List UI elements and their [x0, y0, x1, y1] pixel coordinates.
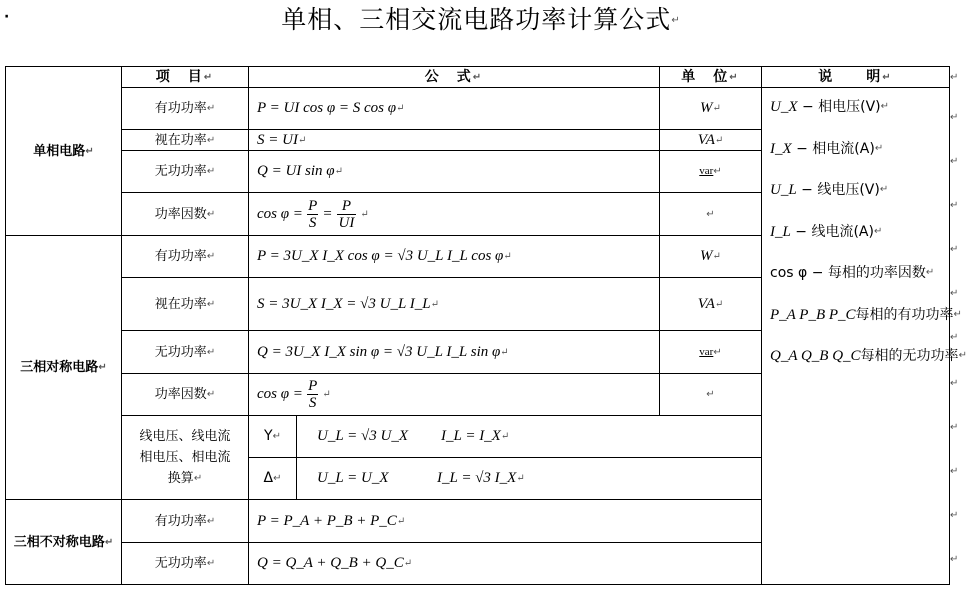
- return-mark: ↵: [203, 71, 215, 83]
- return-mark: ↵: [958, 350, 967, 361]
- return-mark: ↵: [950, 244, 959, 255]
- group-three-sym-text: 三相对称电路: [20, 360, 99, 375]
- unit-cell: [660, 151, 761, 192]
- note-symbol: P_A P_B P_C: [770, 307, 856, 323]
- row-label: [122, 543, 248, 584]
- formula-text: cos φ =: [257, 205, 303, 222]
- formula-text: S = UI: [257, 131, 298, 148]
- row-label: [122, 130, 248, 150]
- formula-cell: [249, 374, 659, 415]
- return-mark: ↵: [297, 134, 307, 146]
- row-label-text: 功率因数: [154, 206, 207, 222]
- unit-cell: [660, 278, 761, 330]
- return-mark: ↵: [713, 166, 722, 177]
- row-label: [122, 88, 248, 129]
- group-three-asym-text: 三相不对称电路: [13, 534, 105, 550]
- page-title-text: 单相、三相交流电路功率计算公式: [281, 5, 672, 34]
- formula-text: Q = 3U_X I_X sin φ = √3 U_L I_L sin φ: [257, 343, 501, 360]
- row-label-text: 无功功率: [154, 164, 207, 179]
- formula-cell: [249, 543, 759, 584]
- table-right-border: [949, 66, 950, 585]
- return-mark: ↵: [430, 298, 440, 310]
- row-label: [122, 331, 248, 373]
- row-label: [122, 236, 248, 277]
- note-text: − 线电流(A): [790, 224, 874, 240]
- note-text: 每相的有功功率: [855, 307, 954, 323]
- return-mark: ↵: [273, 473, 282, 484]
- return-mark: ↵: [950, 72, 959, 83]
- return-mark: ↵: [516, 473, 525, 484]
- return-mark: ↵: [714, 298, 724, 310]
- formula-text: I_L = I_X: [441, 428, 501, 444]
- formula-text: P = 3U_X I_X cos φ = √3 U_L I_L cos φ: [257, 248, 504, 264]
- header-unit-text: 单 位: [681, 68, 730, 85]
- return-mark: ↵: [272, 431, 281, 442]
- note-item: [770, 139, 883, 159]
- fraction-numerator: P: [308, 378, 318, 394]
- return-mark: ↵: [206, 515, 216, 527]
- return-mark: ↵: [206, 346, 216, 358]
- formula-text: cos φ =: [257, 386, 303, 402]
- group-three-phase-symmetric: [6, 236, 121, 499]
- return-mark: ↵: [950, 554, 959, 565]
- unit-text: var: [699, 165, 714, 177]
- formula-cell: [297, 416, 767, 457]
- fraction-numerator: P: [308, 197, 318, 214]
- formula-text: P = P_A + P_B + P_C: [257, 512, 397, 529]
- return-mark: ↵: [729, 71, 740, 83]
- header-note-text: 说 明: [818, 68, 883, 85]
- return-mark: ↵: [712, 251, 721, 262]
- fraction-denominator: S: [308, 214, 317, 231]
- unit-cell: [660, 236, 761, 277]
- return-mark: ↵: [334, 166, 343, 177]
- unit-cell: [660, 88, 761, 129]
- formula-text: S = 3U_X I_X = √3 U_L I_L: [257, 295, 431, 312]
- row-label: [122, 193, 248, 235]
- return-mark: ↵: [950, 200, 959, 211]
- header-item-text: 项 目: [155, 68, 204, 85]
- note-symbol: Q_A Q_B Q_C: [770, 348, 861, 364]
- return-mark: ↵: [671, 15, 681, 26]
- return-mark: ↵: [206, 251, 216, 262]
- return-mark: ↵: [873, 226, 883, 237]
- formula-text: I_L = √3 I_X: [437, 470, 517, 486]
- formula-cell: [249, 278, 659, 330]
- group-single-text: 单相电路: [33, 143, 86, 159]
- return-mark: ↵: [206, 166, 216, 177]
- fraction-denominator: S: [308, 395, 317, 411]
- return-mark: ↵: [712, 103, 721, 114]
- conversion-label-line: [168, 468, 202, 489]
- return-mark: ↵: [880, 101, 890, 112]
- return-mark: ↵: [950, 378, 959, 389]
- row-label: [122, 151, 248, 192]
- unit-cell: [660, 331, 761, 373]
- group-three-phase-asymmetric: [6, 500, 121, 584]
- return-mark: ↵: [396, 515, 406, 527]
- note-item: [770, 263, 934, 283]
- return-mark: ↵: [706, 389, 715, 400]
- fraction-numerator: P: [341, 197, 352, 214]
- formula-cell: [297, 458, 767, 499]
- return-mark: ↵: [950, 332, 959, 343]
- note-symbol: U_L: [770, 182, 797, 198]
- return-mark: ↵: [950, 156, 959, 167]
- col-line: [761, 66, 762, 585]
- unit-text: var: [699, 345, 714, 358]
- formula-cell: [249, 331, 659, 373]
- return-mark: ↵: [206, 103, 216, 114]
- header-note: [762, 67, 949, 87]
- symbol-text: Y: [264, 428, 273, 444]
- bullet-dot: ·: [4, 9, 10, 25]
- return-mark: ↵: [322, 389, 331, 400]
- return-mark: ↵: [503, 251, 512, 262]
- delta-connection-symbol: [249, 458, 296, 499]
- header-unit: [660, 67, 761, 87]
- return-mark: ↵: [950, 466, 959, 477]
- formula-cell: [249, 88, 659, 129]
- formula-text: U_L = U_X: [317, 470, 389, 486]
- return-mark: ↵: [472, 71, 484, 83]
- return-mark: ↵: [206, 134, 216, 146]
- formula-text: P = UI cos φ = S cos φ: [257, 100, 397, 116]
- formula-cell: [249, 500, 759, 542]
- star-connection-symbol: [249, 416, 296, 457]
- return-mark: ↵: [104, 536, 114, 548]
- note-item: [770, 180, 888, 200]
- return-mark: ↵: [206, 298, 216, 310]
- return-mark: ↵: [85, 145, 94, 157]
- note-text: − 相电流(A): [791, 141, 875, 157]
- header-formula: [249, 67, 659, 87]
- return-mark: ↵: [396, 103, 405, 114]
- note-symbol: cos φ: [770, 265, 808, 281]
- unit-cell: [660, 193, 761, 235]
- return-mark: ↵: [500, 431, 510, 442]
- equals-sign: =: [322, 205, 333, 222]
- row-label-text: 无功功率: [154, 556, 207, 571]
- formula-cell: [249, 193, 659, 235]
- formula-text: U_L = √3 U_X: [317, 428, 409, 444]
- header-formula-text: 公 式: [424, 68, 473, 85]
- unit-cell: [660, 130, 761, 150]
- return-mark: ↵: [950, 288, 959, 299]
- row-label-text: 有功功率: [154, 249, 207, 264]
- note-symbol: I_X: [770, 141, 792, 157]
- conversion-label-text: 换算: [167, 471, 194, 486]
- unit-text: W: [700, 248, 713, 264]
- note-item: [770, 346, 967, 366]
- note-item: [770, 305, 962, 325]
- unit-cell: [660, 374, 761, 415]
- return-mark: ↵: [360, 208, 369, 220]
- fraction: [337, 198, 357, 231]
- return-mark: ↵: [403, 558, 413, 569]
- unit-text: VA: [697, 131, 715, 148]
- fraction-denominator: UI: [338, 214, 355, 231]
- return-mark: ↵: [713, 346, 722, 358]
- return-mark: ↵: [206, 389, 216, 400]
- row-label-text: 视在功率: [154, 132, 207, 148]
- note-symbol: I_L: [770, 224, 791, 240]
- formula-cell: [249, 130, 659, 150]
- note-item: [770, 97, 889, 117]
- note-text: − 相电压(V): [797, 99, 881, 115]
- row-label-text: 视在功率: [154, 296, 207, 312]
- row-label-text: 有功功率: [154, 513, 207, 529]
- unit-text: VA: [697, 295, 715, 312]
- conversion-label: [122, 416, 248, 499]
- return-mark: ↵: [706, 208, 715, 220]
- note-item: [770, 222, 882, 242]
- formula-cell: [249, 236, 659, 277]
- fraction: [307, 198, 319, 231]
- return-mark: ↵: [206, 558, 216, 569]
- return-mark: ↵: [714, 134, 724, 146]
- note-symbol: U_X: [770, 99, 798, 115]
- row-label: [122, 374, 248, 415]
- unit-text: W: [700, 100, 713, 116]
- return-mark: ↵: [950, 422, 959, 433]
- symbol-text: Δ: [263, 470, 274, 486]
- return-mark: ↵: [874, 143, 884, 154]
- return-mark: ↵: [98, 362, 107, 373]
- group-single-phase: [6, 67, 121, 235]
- return-mark: ↵: [879, 184, 889, 195]
- header-item: [122, 67, 248, 87]
- formula-text: Q = Q_A + Q_B + Q_C: [257, 555, 404, 571]
- note-text: − 线电压(V): [796, 182, 880, 198]
- row-label-text: 有功功率: [154, 101, 207, 116]
- note-text: − 每相的功率因数: [807, 265, 926, 281]
- return-mark: ↵: [950, 112, 959, 123]
- return-mark: ↵: [500, 346, 509, 358]
- table-bottom-border: [5, 584, 949, 585]
- formula-text: Q = UI sin φ: [257, 163, 335, 179]
- conversion-label-line: 线电压、线电流: [139, 429, 231, 444]
- return-mark: ↵: [950, 510, 959, 521]
- return-mark: ↵: [193, 473, 203, 484]
- fraction: [307, 378, 319, 411]
- row-label: [122, 278, 248, 330]
- return-mark: ↵: [925, 267, 935, 278]
- row-label-text: 无功功率: [154, 344, 207, 360]
- row-label: [122, 500, 248, 542]
- return-mark: ↵: [206, 208, 216, 220]
- row-label-text: 功率因数: [154, 387, 207, 402]
- note-text: 每相的无功功率: [860, 348, 959, 364]
- return-mark: ↵: [953, 309, 962, 320]
- formula-cell: [249, 151, 659, 192]
- return-mark: ↵: [882, 71, 893, 83]
- conversion-label-line: 相电压、相电流: [139, 450, 231, 465]
